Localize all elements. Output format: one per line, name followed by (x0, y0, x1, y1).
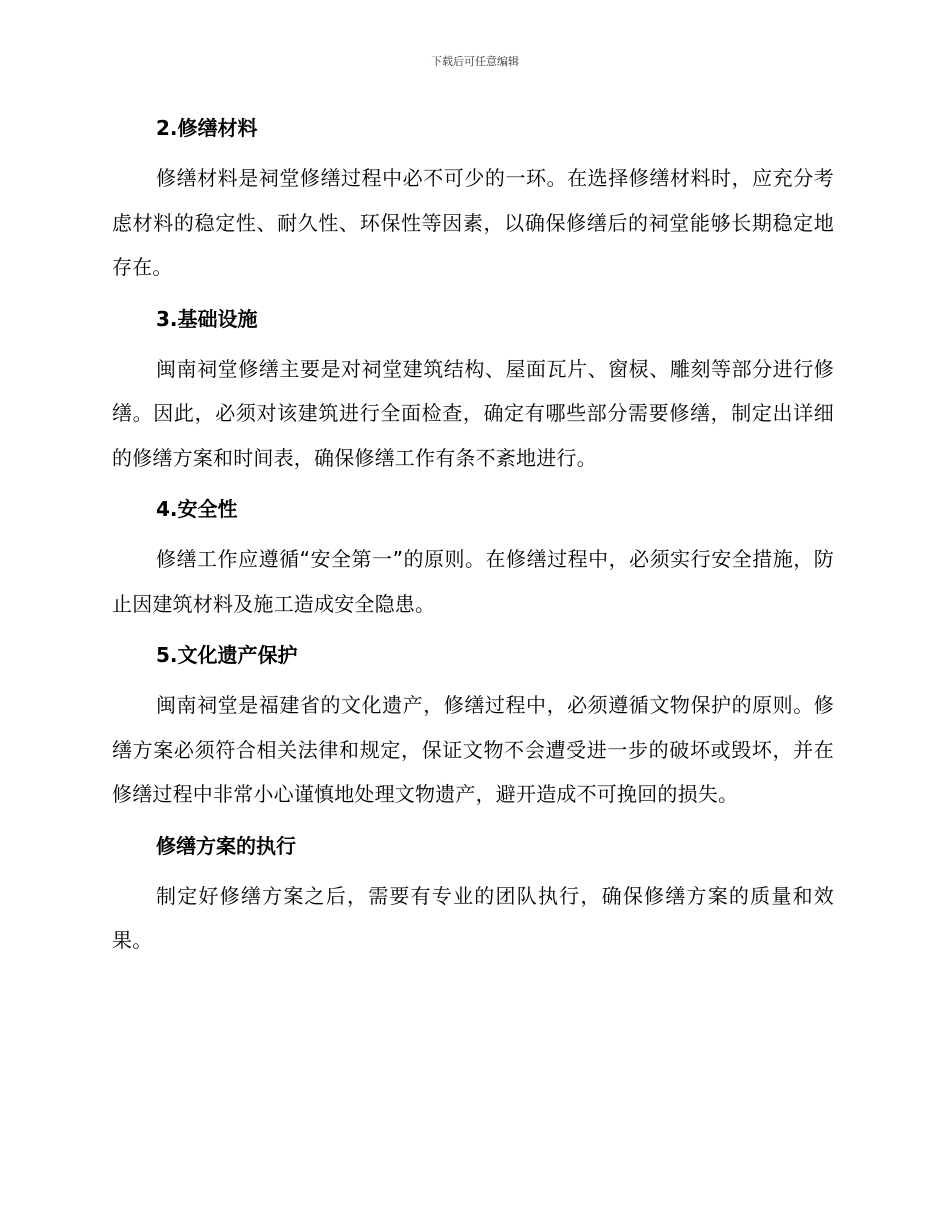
section-paragraph-infrastructure: 闽南祠堂修缮主要是对祠堂建筑结构、屋面瓦片、窗棂、雕刻等部分进行修缮。因此，必须对该建筑进行全面检查，确定有哪些部分需要修缮，制定出详细的修缮方案和时间表，确保修缮工作有条不紊地进行。 (112, 356, 834, 470)
section-paragraph-safety: 修缮工作应遵循“安全第一”的原则。在修缮过程中，必须实行安全措施，防止因建筑材料及施工造成安全隐患。 (112, 547, 834, 616)
section-heading-heritage: 5.文化遗产保护 (156, 643, 298, 667)
section-paragraph-materials: 修缮材料是祠堂修缮过程中必不可少的一环。在选择修缮材料时，应充分考虑材料的稳定性、耐久性、环保性等因素，以确保修缮后的祠堂能够长期稳定地存在。 (112, 166, 834, 279)
section-heading-materials: 2.修缮材料 (156, 116, 258, 140)
page-header: 下载后可任意编辑 (431, 55, 519, 68)
section-heading-execution: 修缮方案的执行 (156, 833, 296, 858)
document-body (112, 113, 834, 963)
section-heading-infrastructure: 3.基础设施 (156, 306, 258, 331)
section-heading-safety: 4.安全性 (156, 497, 238, 521)
section-paragraph-heritage: 闽南祠堂是福建省的文化遗产，修缮过程中，必须遵循文物保护的原则。修缮方案必须符合相关法律和规定，保证文物不会遭受进一步的破坏或毁坏，并在修缮过程中非常小心谨慎地处理文物遗产，避开造成不可挽回的损失。 (112, 693, 834, 806)
section-paragraph-execution: 制定好修缮方案之后，需要有专业的团队执行，确保修缮方案的质量和效果。 (112, 883, 834, 952)
